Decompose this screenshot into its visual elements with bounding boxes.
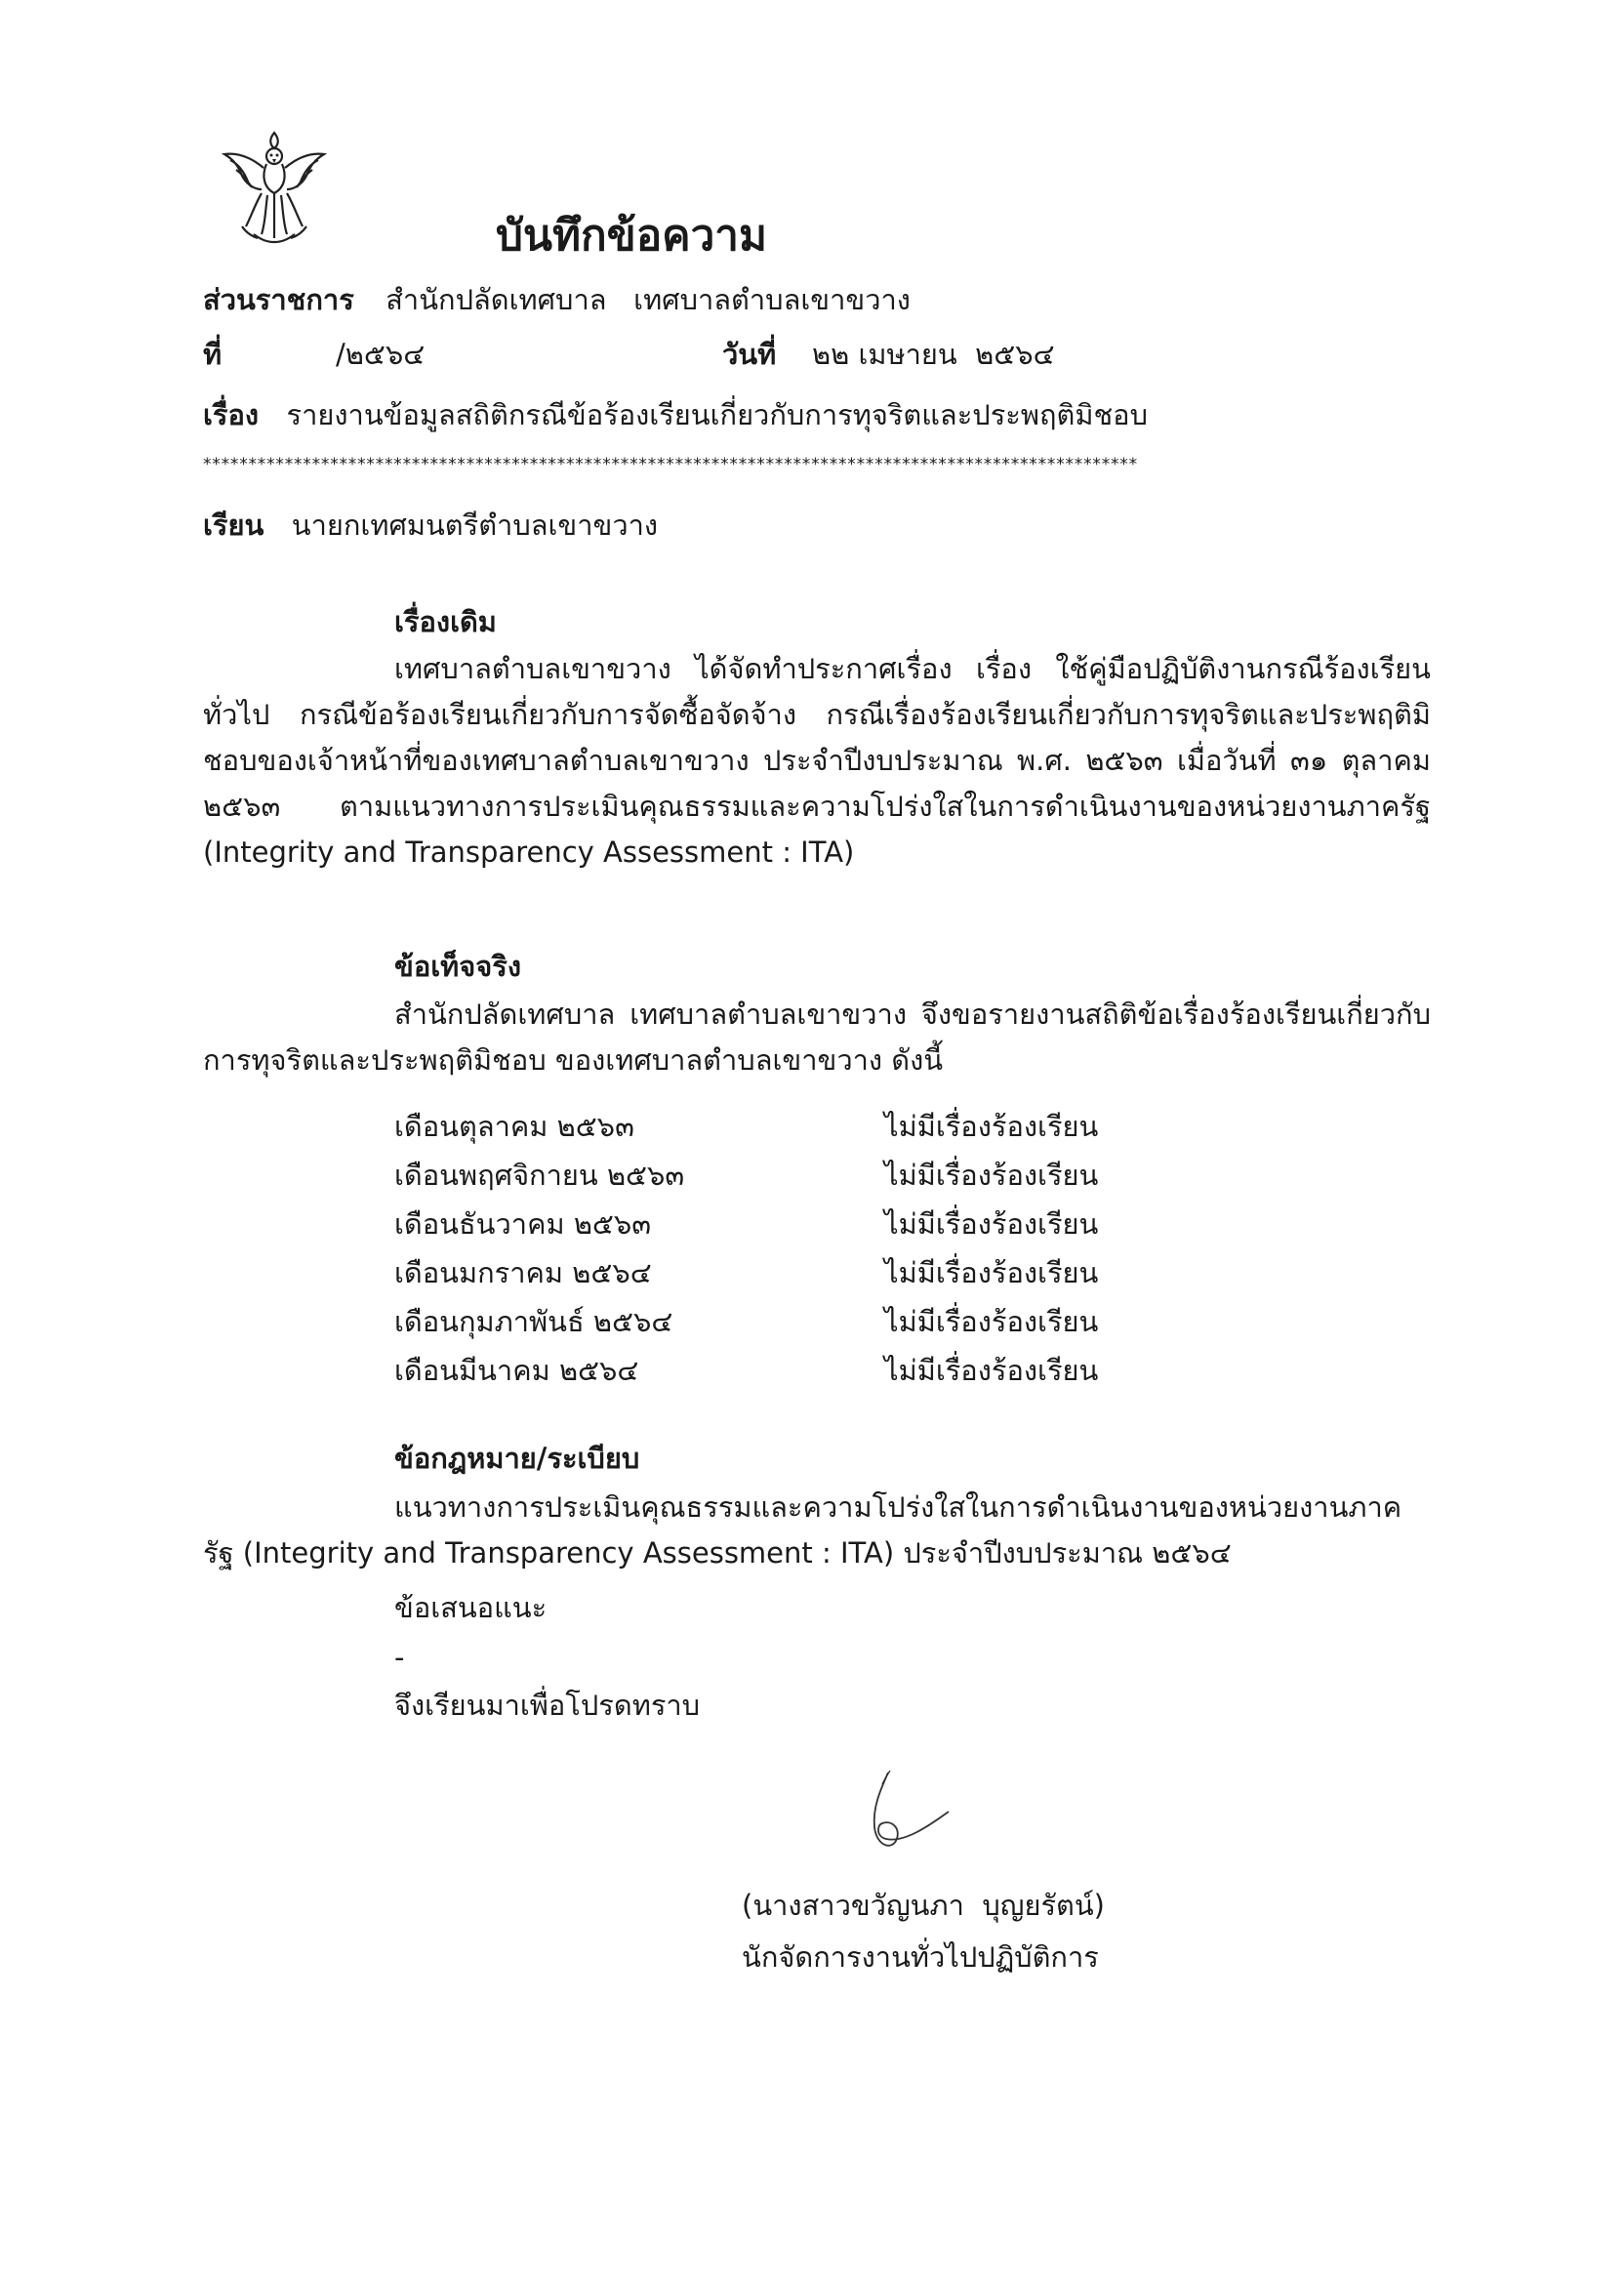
garuda-emblem-icon <box>217 125 332 250</box>
date-label: วันที่ <box>722 338 777 371</box>
list-item <box>394 1248 1136 1297</box>
recommendation-heading: ข้อเสนอแนะ <box>394 1591 548 1624</box>
memo-title: บันทึกข้อความ <box>496 211 768 261</box>
complaint-status: ไม่มีเรื่องร้องเรียน <box>884 1354 1099 1387</box>
addressee-value: นายกเทศมนตรีตำบลเขาขวาง <box>291 509 659 542</box>
list-item <box>394 1151 1136 1200</box>
month-label: เดือนตุลาคม ๒๕๖๓ <box>394 1110 634 1143</box>
monthly-report-list <box>394 1102 1136 1395</box>
list-item <box>394 1200 1136 1248</box>
agency-row <box>203 280 911 319</box>
complaint-status: ไม่มีเรื่องร้องเรียน <box>884 1305 1099 1338</box>
recommendation-text: - <box>394 1641 405 1674</box>
list-item <box>394 1297 1136 1346</box>
law-heading: ข้อกฎหมาย/ระเบียบ <box>394 1442 640 1475</box>
month-label: เดือนมีนาคม ๒๕๖๔ <box>394 1354 639 1387</box>
signatory-name: (นางสาวขวัญนภา บุญยรัตน์) <box>742 1889 1105 1922</box>
complaint-status: ไม่มีเรื่องร้องเรียน <box>884 1159 1099 1192</box>
subject-label: เรื่อง <box>203 398 260 431</box>
reference-label: ที่ <box>203 338 223 371</box>
date-value: ๒๒ เมษายน ๒๕๖๔ <box>812 338 1055 371</box>
complaint-status: ไม่มีเรื่องร้องเรียน <box>884 1256 1099 1289</box>
complaint-status: ไม่มีเรื่องร้องเรียน <box>884 1207 1099 1241</box>
background-paragraph: เทศบาลตำบลเขาขวาง ได้จัดทำประกาศเรื่อง เรื่อง ใช้คู่มือปฏิบัติงานกรณีร้องเรียนทั่วไป กรณีข้อร้องเรียนเกี่ยวกับการจัดซื้อจัดจ้าง กรณีเรื่องร้องเรียนเกี่ยวกับการทุจริตและประพฤติมิชอบของเจ้าหน้าที่ของเทศบาลตำบลเขาขวาง ประจำปีงบประมาณ พ.ศ. ๒๕๖๓ เมื่อวันที่ ๓๑ ตุลาคม ๒๕๖๓ ตามแนวทางการประเมินคุณธรรมและความโปร่งใสในการดำเนินงานของหน่วยงานภาครัฐ (Integrity and Transparency Assessment : ITA) <box>203 652 1431 869</box>
reference-value: /๒๕๖๔ <box>336 338 426 371</box>
complaint-status: ไม่มีเรื่องร้องเรียน <box>884 1110 1099 1143</box>
background-heading: เรื่องเดิม <box>394 605 497 638</box>
agency-value: สำนักปลัดเทศบาล เทศบาลตำบลเขาขวาง <box>386 283 911 316</box>
list-item <box>394 1346 1136 1395</box>
facts-paragraph: สำนักปลัดเทศบาล เทศบาลตำบลเขาขวาง จึงขอรายงานสถิติข้อเรื่องร้องเรียนเกี่ยวกับการทุจริตและประพฤติมิชอบ ของเทศบาลตำบลเขาขวาง ดังนี้ <box>203 998 1431 1077</box>
closing-text: จึงเรียนมาเพื่อโปรดทราบ <box>394 1689 701 1722</box>
signature-icon <box>847 1769 964 1866</box>
list-item <box>394 1102 1136 1151</box>
month-label: เดือนมกราคม ๒๕๖๔ <box>394 1256 652 1289</box>
law-paragraph: แนวทางการประเมินคุณธรรมและความโปร่งใสในการดำเนินงานของหน่วยงานภาครัฐ (Integrity and Transparency Assessment : ITA) ประจำปีงบประมาณ ๒๕๖๔ <box>203 1490 1402 1570</box>
month-label: เดือนกุมภาพันธ์ ๒๕๖๔ <box>394 1305 673 1338</box>
month-label: เดือนธันวาคม ๒๕๖๓ <box>394 1207 652 1241</box>
subject-value: รายงานข้อมูลสถิติกรณีข้อร้องเรียนเกี่ยวกับการทุจริตและประพฤติมิชอบ <box>286 398 1148 431</box>
subject-row <box>203 395 1148 434</box>
addressee-row <box>203 506 658 545</box>
signatory-position: นักจัดการงานทั่วไปปฏิบัติการ <box>742 1940 1099 1974</box>
agency-label: ส่วนราชการ <box>203 283 354 316</box>
facts-heading: ข้อเท็จจริง <box>394 950 521 983</box>
addressee-label: เรียน <box>203 509 264 542</box>
separator-line: ******************************************************************************************************* <box>203 455 1138 474</box>
month-label: เดือนพฤศจิกายน ๒๕๖๓ <box>394 1159 685 1192</box>
reference-row <box>203 335 1431 374</box>
